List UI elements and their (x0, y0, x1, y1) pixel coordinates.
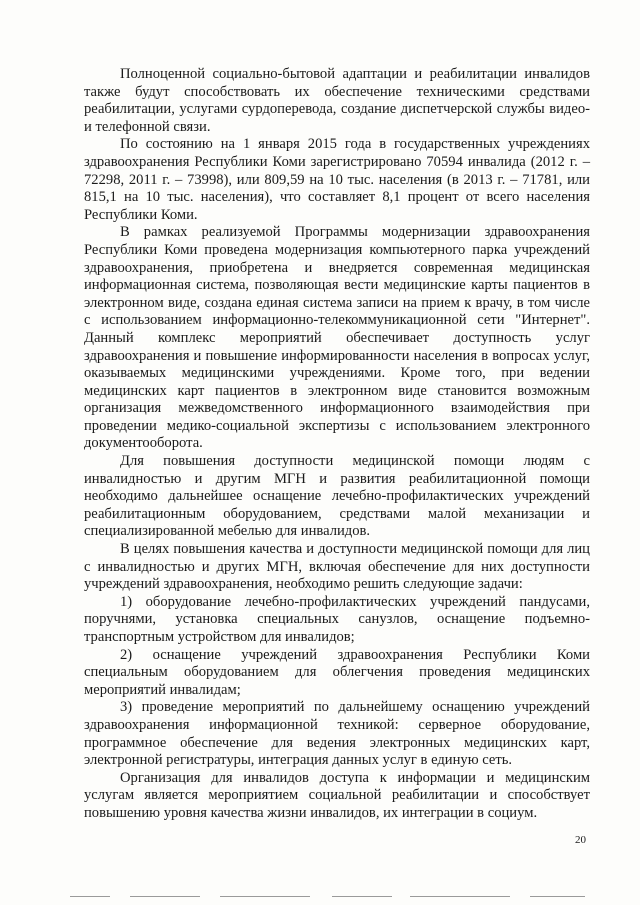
paragraph-accessibility: Для повышения доступности медицинской помощи людям с инвалидностью и другим МГН и развития реабилитационной помощи необходимо дальнейшее оснащение лечебно-профилактических учреждений реабилитационным оборудованием, средствами малой механизации и специализированной мебелью для инвалидов. (84, 453, 590, 540)
footer-scan-line (70, 896, 590, 898)
list-item-1: 1) оборудование лечебно-профилактических учреждений пандусами, поручнями, установка специальных санузлов, оснащение подъемно-транспортным устройством для инвалидов; (84, 593, 590, 645)
paragraph-modernization: В рамках реализуемой Программы модернизации здравоохранения Республики Коми проведена модернизация компьютерного парка учреждений здравоохранения, приобретена и внедряется современная медицинская информационная система, позволяющая вести медицинские карты пациентов в электронном виде, создана единая система записи на прием к врачу, в том числе с использованием информационно-телекоммуникационной сети "Интернет". Данный комплекс мероприятий обеспечивает доступность услуг здравоохранения и повышение информированности населения в вопросах услуг, оказываемых медицинскими учреждениями. Кроме того, при ведении медицинских карт пациентов в электронном виде становится возможным организация межведомственного информационного взаимодействия при проведении медико-социальной экспертизы с использованием электронного документооборота. (84, 224, 590, 452)
paragraph-adaptation: Полноценной социально-бытовой адаптации и реабилитации инвалидов также будут способствовать их обеспечение техническими средствами реабилитации, услугами сурдоперевода, создание диспетчерской службы видео- и телефонной связи. (84, 66, 590, 135)
paragraph-conclusion: Организация для инвалидов доступа к информации и медицинским услугам является мероприятием социальной реабилитации и способствует повышению уровня качества жизни инвалидов, их интеграции в социум. (84, 769, 590, 821)
page-number: 20 (575, 834, 586, 846)
paragraph-statistics: По состоянию на 1 января 2015 года в государственных учреждениях здравоохранения Республики Коми зарегистрировано 70594 инвалида (2012 г. – 72298, 2011 г. – 73998), или 809,59 на 10 тыс. населения (в 2013 г. – 71781, или 815,1 на 10 тыс. населения), что составляет 8,1 процент от всего населения Республики Коми. (84, 136, 590, 223)
document-body (84, 66, 590, 823)
paragraph-goals: В целях повышения качества и доступности медицинской помощи для лиц с инвалидностью и других МГН, включая обеспечение для них доступности учреждений здравоохранения, необходимо решить следующие задачи: (84, 541, 590, 593)
list-item-2: 2) оснащение учреждений здравоохранения Республики Коми специальным оборудованием для облегчения проведения медицинских мероприятий инвалидам; (84, 646, 590, 698)
list-item-3: 3) проведение мероприятий по дальнейшему оснащению учреждений здравоохранения информационной техникой: серверное оборудование, программное обеспечение для ведения электронных медицинских карт, электронной регистратуры, интеграция данных услуг в единую сеть. (84, 699, 590, 769)
